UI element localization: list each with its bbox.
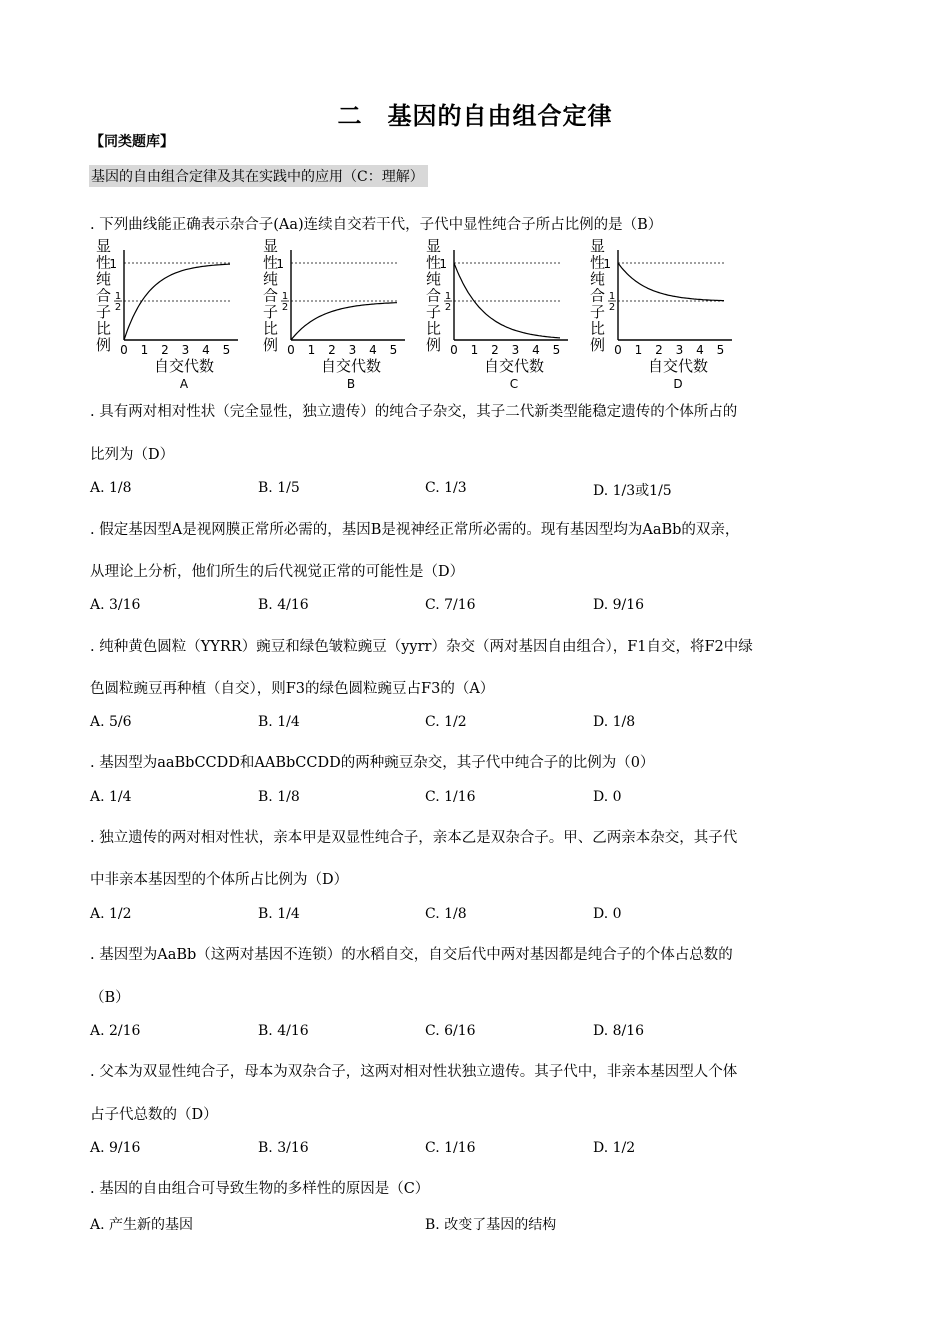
question-4-stem-2: 色圆粒豌豆再种植（自交），则F3的绿色圆粒豌豆占F3的（A） xyxy=(90,681,495,697)
question-5-option-d: D. 0 xyxy=(593,789,622,805)
y-axis-label: 显性纯合子比例 xyxy=(96,237,112,354)
question-7-stem-1: . 基因型为AaBb（这两对基因不连锁）的水稻自交，自交后代中两对基因都是纯合子的个体占总数的 xyxy=(90,947,733,963)
question-4-option-d: D. 1/8 xyxy=(593,714,636,730)
x-tick-0: 0 xyxy=(450,343,458,357)
question-3-option-b: B. 4/16 xyxy=(258,597,309,613)
x-tick-3: 3 xyxy=(348,343,357,357)
x-tick-2: 2 xyxy=(161,343,169,357)
question-9-option-a: A. 产生新的基因 xyxy=(90,1217,194,1233)
y-tick-half-den: 2 xyxy=(608,302,616,313)
question-3-stem-1: . 假定基因型A是视网膜正常所必需的，基因B是视神经正常所必需的。现有基因型均为AaBb的双亲， xyxy=(90,522,740,538)
x-tick-2: 2 xyxy=(328,343,336,357)
y-tick-1: 1 xyxy=(276,257,284,271)
y-axis-label: 显性纯合子比例 xyxy=(263,237,279,354)
question-5-option-a: A. 1/4 xyxy=(90,789,132,805)
question-4-stem-1: . 纯种黄色圆粒（YYRR）豌豆和绿色皱粒豌豆（yyrr）杂交（两对基因自由组合），F1自交，将F2中绿 xyxy=(90,639,753,655)
x-tick-4: 4 xyxy=(532,343,540,357)
graph-letter: D xyxy=(673,377,683,391)
curve-d xyxy=(618,263,724,301)
question-6-stem-2: 中非亲本基因型的个体所占比例为（D） xyxy=(90,872,349,888)
question-5-option-c: C. 1/16 xyxy=(425,789,476,805)
curve-a xyxy=(124,264,230,340)
question-2-option-d: D. 1/3或1/5 xyxy=(593,483,672,499)
x-tick-5: 5 xyxy=(552,343,561,357)
x-tick-4: 4 xyxy=(202,343,210,357)
question-3-option-c: C. 7/16 xyxy=(425,597,476,613)
x-axis-label: 自交代数 xyxy=(647,357,709,375)
question-6-option-a: A. 1/2 xyxy=(90,906,132,922)
question-8-option-d: D. 1/2 xyxy=(593,1140,636,1156)
curve-b xyxy=(291,303,397,340)
question-8-stem-1: . 父本为双显性纯合子，母本为双杂合子，这两对相对性状独立遗传。其子代中，非亲本基因型人个体 xyxy=(90,1064,738,1080)
question-6-option-d: D. 0 xyxy=(593,906,622,922)
section-label: 【同类题库】 xyxy=(90,134,174,150)
question-4-option-c: C. 1/2 xyxy=(425,714,467,730)
question-1-stem: . 下列曲线能正确表示杂合子(Aa)连续自交若干代，子代中显性纯合子所占比例的是（B） xyxy=(90,217,663,233)
question-4-option-b: B. 1/4 xyxy=(258,714,300,730)
question-7-option-d: D. 8/16 xyxy=(593,1023,645,1039)
question-8-stem-2: 占子代总数的（D） xyxy=(90,1107,218,1123)
y-tick-half-num: 1 xyxy=(444,291,452,302)
graph-letter: C xyxy=(509,377,519,391)
x-tick-1: 1 xyxy=(470,343,479,357)
x-tick-2: 2 xyxy=(655,343,663,357)
question-5-stem-1: . 基因型为aaBbCCDD和AABbCCDD的两种豌豆杂交，其子代中纯合子的比例为（0） xyxy=(90,755,655,771)
x-tick-5: 5 xyxy=(222,343,231,357)
question-6-option-c: C. 1/8 xyxy=(425,906,467,922)
question-4-option-a: A. 5/6 xyxy=(90,714,132,730)
x-tick-4: 4 xyxy=(369,343,377,357)
y-tick-half-num: 1 xyxy=(608,291,616,302)
graph-b xyxy=(255,236,420,394)
y-tick-1: 1 xyxy=(603,257,611,271)
y-tick-1: 1 xyxy=(439,257,447,271)
y-tick-half-den: 2 xyxy=(444,302,452,313)
question-9-option-b: B. 改变了基因的结构 xyxy=(425,1217,557,1233)
question-2-option-b: B. 1/5 xyxy=(258,480,300,496)
x-axis-label: 自交代数 xyxy=(320,357,382,375)
y-tick-1: 1 xyxy=(109,257,117,271)
topic-heading: 基因的自由组合定律及其在实践中的应用（C：理解） xyxy=(89,165,428,187)
y-tick-half-num: 1 xyxy=(281,291,289,302)
question-5-option-b: B. 1/8 xyxy=(258,789,300,805)
y-tick-half-den: 2 xyxy=(281,302,289,313)
y-tick-half-den: 2 xyxy=(114,302,122,313)
question-8-option-c: C. 1/16 xyxy=(425,1140,476,1156)
x-axis-label: 自交代数 xyxy=(483,357,545,375)
question-7-option-c: C. 6/16 xyxy=(425,1023,476,1039)
question-2-option-a: A. 1/8 xyxy=(90,480,132,496)
graph-a xyxy=(88,236,253,394)
x-axis-label: 自交代数 xyxy=(153,357,215,375)
question-7-option-b: B. 4/16 xyxy=(258,1023,309,1039)
y-axis-label: 显性纯合子比例 xyxy=(426,237,442,354)
y-axis-label: 显性纯合子比例 xyxy=(590,237,606,354)
x-tick-0: 0 xyxy=(120,343,128,357)
graph-d xyxy=(582,236,747,394)
question-6-option-b: B. 1/4 xyxy=(258,906,300,922)
question-6-stem-1: . 独立遗传的两对相对性状，亲本甲是双显性纯合子，亲本乙是双杂合子。甲、乙两亲本杂交，其子代 xyxy=(90,830,738,846)
x-tick-5: 5 xyxy=(389,343,398,357)
x-tick-3: 3 xyxy=(511,343,520,357)
x-tick-4: 4 xyxy=(696,343,704,357)
page-title: 二 基因的自由组合定律 xyxy=(337,101,613,130)
question-2-stem-1: . 具有两对相对性状（完全显性，独立遗传）的纯合子杂交，其子二代新类型能稳定遗传的个体所占的 xyxy=(90,404,738,420)
x-tick-2: 2 xyxy=(491,343,499,357)
x-tick-3: 3 xyxy=(181,343,190,357)
y-tick-half-num: 1 xyxy=(114,291,122,302)
x-tick-5: 5 xyxy=(716,343,725,357)
question-8-option-a: A. 9/16 xyxy=(90,1140,141,1156)
question-9-stem-1: . 基因的自由组合可导致生物的多样性的原因是（C） xyxy=(90,1181,430,1197)
curve-c xyxy=(454,263,560,338)
question-2-stem-2: 比列为（D） xyxy=(90,447,175,463)
question-8-option-b: B. 3/16 xyxy=(258,1140,309,1156)
graph-c xyxy=(418,236,583,394)
question-2-option-c: C. 1/3 xyxy=(425,480,467,496)
x-tick-1: 1 xyxy=(307,343,316,357)
question-3-option-d: D. 9/16 xyxy=(593,597,645,613)
x-tick-3: 3 xyxy=(675,343,684,357)
x-tick-0: 0 xyxy=(614,343,622,357)
question-7-stem-2: （B） xyxy=(90,990,130,1006)
question-7-option-a: A. 2/16 xyxy=(90,1023,141,1039)
graph-letter: A xyxy=(179,377,189,391)
graph-letter: B xyxy=(346,377,356,391)
x-tick-0: 0 xyxy=(287,343,295,357)
x-tick-1: 1 xyxy=(634,343,643,357)
question-3-option-a: A. 3/16 xyxy=(90,597,141,613)
x-tick-1: 1 xyxy=(140,343,149,357)
question-3-stem-2: 从理论上分析，他们所生的后代视觉正常的可能性是（D） xyxy=(90,564,465,580)
